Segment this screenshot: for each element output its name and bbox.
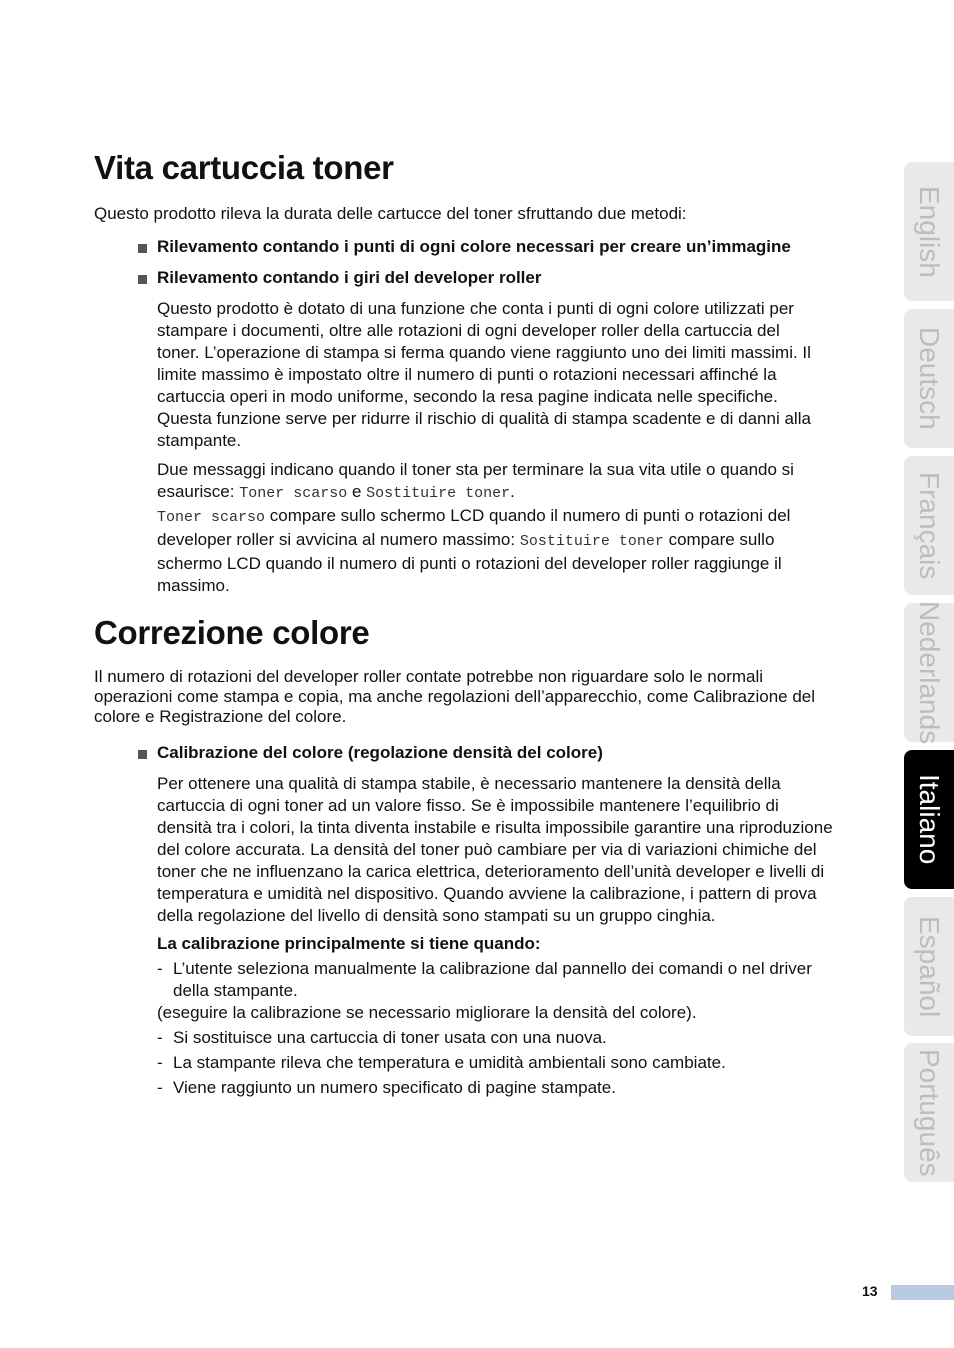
square-bullet-icon bbox=[138, 750, 147, 759]
lcd-message-replace-toner: Sostituire toner bbox=[366, 485, 511, 502]
list-item: - Viene raggiunto un numero specificato di pagine stampate. bbox=[157, 1078, 616, 1097]
tab-espanol[interactable]: Español bbox=[904, 897, 954, 1036]
tab-nederlands[interactable]: Nederlands bbox=[904, 603, 954, 742]
list-item-continuation: (eseguire la calibrazione se necessario migliorare la densità del colore). bbox=[157, 1003, 697, 1022]
dash-list bbox=[157, 958, 812, 1099]
tab-deutsch[interactable]: Deutsch bbox=[904, 309, 954, 448]
list-item: - La stampante rileva che temperatura e umidità ambientali sono cambiate. bbox=[157, 1053, 726, 1072]
paragraph: Questo prodotto è dotato di una funzione che conta i punti di ogni colore utilizzati per stampare i documenti, oltre alle rotazioni di ogni developer roller della cartuccia del toner. L’operazione di stampa si ferma quando viene raggiunto uno dei limiti massimi. Il limite massimo è impostato oltre il numero di punti o rotazioni necessari affinché la cartuccia operi in modo uniforme, secondo la resa pagine indicata nelle specifiche. Questa funzione serve per ridurre il rischio di qualità di stampa scadente e di danni alla stampante. bbox=[157, 299, 811, 450]
page-number-bar bbox=[891, 1285, 954, 1300]
square-bullet-icon bbox=[138, 244, 147, 253]
subheading: La calibrazione principalmente si tiene quando: bbox=[157, 934, 541, 953]
paragraph: Per ottenere una qualità di stampa stabile, è necessario mantenere la densità della cartuccia di ogni toner ad un valore fisso. Se è impossibile mantenere l’equilibrio di densità tra i colori, la tinta diventa instabile e risulta impossibile garantire una riproduzione del colore accurata. La densità del toner può cambiare per via di variazioni chimiche del toner che ne influenzano la carica elettrica, deterioramento dell’unità developer e livelli di temperatura e umidità nel dispositivo. Quando avviene la calibrazione, i pattern di prova della regolazione del livello di densità sono stampati su un gruppo cinghia. bbox=[157, 774, 833, 925]
tab-english[interactable]: English bbox=[904, 162, 954, 301]
square-bullet-icon bbox=[138, 275, 147, 284]
paragraph-messages: Due messaggi indicano quando il toner sta per terminare la sua vita utile o quando si esaurisce: Toner scarso e Sostituire toner. Toner scarso compare sullo schermo LCD quando il numero di punti o rotazioni del developer roller si avvicina al numero massimo: Sostituire toner compare sullo schermo LCD quando il numero di punti o rotazioni del developer roller raggiunge il massimo. bbox=[157, 460, 794, 595]
bullet-item: Rilevamento contando i punti di ogni colore necessari per creare un’immagine bbox=[157, 237, 791, 257]
bullet-item: Rilevamento contando i giri del developer roller bbox=[157, 268, 541, 288]
intro-text: Il numero di rotazioni del developer roller contate potrebbe non riguardare solo le normali operazioni come stampa e copia, ma anche regolazioni dell’apparecchio, come Calibrazione del colore e Registrazione del colore. bbox=[94, 667, 816, 726]
list-item: - L’utente seleziona manualmente la calibrazione dal pannello dei comandi o nel driver bbox=[157, 959, 812, 978]
page-number: 13 bbox=[862, 1283, 878, 1299]
bullet-item: Calibrazione del colore (regolazione densità del colore) bbox=[157, 743, 603, 763]
section-title-color-correction: Correzione colore bbox=[94, 614, 370, 651]
section-title-toner-life: Vita cartuccia toner bbox=[94, 149, 394, 186]
lcd-message-replace-toner: Sostituire toner bbox=[519, 533, 664, 550]
lcd-message-toner-low: Toner scarso bbox=[239, 485, 348, 502]
list-item: - Si sostituisce una cartuccia di toner usata con una nuova. bbox=[157, 1028, 607, 1047]
tab-portugues[interactable]: Português bbox=[904, 1043, 954, 1182]
list-item-continuation: della stampante. bbox=[173, 981, 298, 1000]
lcd-message-toner-low: Toner scarso bbox=[157, 509, 266, 526]
tab-italiano[interactable]: Italiano bbox=[904, 750, 954, 889]
intro-text: Questo prodotto rileva la durata delle cartucce del toner sfruttando due metodi: bbox=[94, 204, 687, 223]
tab-francais[interactable]: Français bbox=[904, 456, 954, 595]
